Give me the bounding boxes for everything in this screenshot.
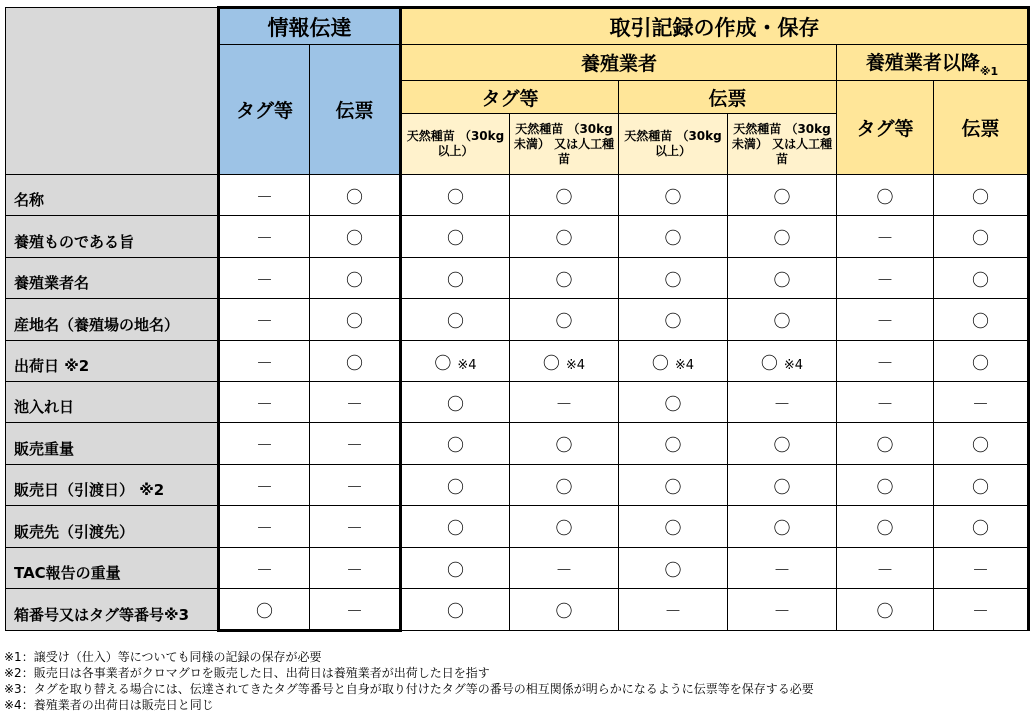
- table-cell: [728, 423, 837, 465]
- circle-mark: 〇: [346, 187, 363, 208]
- circle-mark: 〇: [773, 519, 791, 539]
- circle-mark: 〇: [447, 187, 464, 208]
- table-cell: [219, 589, 310, 631]
- circle-mark: 〇: [555, 519, 573, 539]
- row-label: 養殖業者名: [6, 258, 219, 299]
- dash-mark: －: [256, 436, 273, 456]
- after-tag-header: タグ等: [837, 81, 934, 175]
- table-cell: [619, 548, 728, 589]
- dash-mark: －: [555, 394, 573, 415]
- table-cell: [934, 341, 1029, 382]
- table-cell: [837, 423, 934, 465]
- circle-mark: 〇: [346, 353, 363, 374]
- table-cell: [219, 216, 310, 258]
- info-transfer-header: 情報伝達: [219, 8, 401, 45]
- circle-mark: 〇: [876, 187, 894, 208]
- table-cell: [401, 216, 510, 258]
- cell-note: ※4: [783, 357, 804, 373]
- table-cell: [310, 216, 401, 258]
- table-cell: [510, 548, 619, 589]
- table-row: [6, 423, 1029, 465]
- table-row: [6, 589, 1029, 631]
- table-cell: [401, 506, 510, 548]
- table-cell: [728, 341, 837, 382]
- circle-mark: 〇: [346, 270, 363, 291]
- tag-natural-over-header: 天然種苗 （30kg以上）: [401, 114, 510, 175]
- table-cell: [510, 465, 619, 506]
- table-cell: [310, 465, 401, 506]
- circle-mark: 〇: [346, 312, 363, 332]
- table-cell: [934, 258, 1029, 299]
- dash-mark: －: [876, 229, 894, 249]
- circle-mark: 〇: [542, 353, 560, 374]
- circle-mark: 〇: [447, 477, 464, 498]
- table-cell: [837, 382, 934, 423]
- dash-mark: －: [346, 436, 363, 456]
- table-cell: [837, 299, 934, 341]
- dash-mark: －: [346, 601, 363, 622]
- table-cell: [619, 175, 728, 216]
- table-cell: [837, 175, 934, 216]
- dash-mark: －: [256, 270, 273, 291]
- table-cell: [934, 299, 1029, 341]
- dash-mark: －: [876, 560, 894, 581]
- table-cell: [510, 423, 619, 465]
- circle-mark: 〇: [555, 187, 573, 208]
- circle-mark: 〇: [555, 270, 573, 291]
- dash-mark: －: [876, 312, 894, 332]
- table-cell: [510, 175, 619, 216]
- table-cell: [934, 382, 1029, 423]
- circle-mark: 〇: [447, 229, 464, 249]
- table-cell: [401, 589, 510, 631]
- row-label: 販売重量: [6, 423, 219, 465]
- dash-mark: －: [346, 477, 363, 498]
- table-cell: [728, 506, 837, 548]
- table-cell: [934, 548, 1029, 589]
- row-label: 出荷日 ※2: [6, 341, 219, 382]
- circle-mark: 〇: [664, 229, 682, 249]
- table-cell: [310, 506, 401, 548]
- table-cell: [934, 465, 1029, 506]
- table-row: [6, 216, 1029, 258]
- table-cell: [510, 341, 619, 382]
- row-label: 箱番号又はタグ等番号※3: [6, 589, 219, 631]
- circle-mark: 〇: [760, 353, 778, 374]
- table-cell: [619, 382, 728, 423]
- circle-mark: 〇: [447, 602, 464, 622]
- circle-mark: 〇: [972, 187, 989, 208]
- row-label: 名称: [6, 175, 219, 216]
- circle-mark: 〇: [434, 353, 452, 374]
- dash-mark: －: [972, 602, 989, 622]
- row-label: 養殖ものである旨: [6, 216, 219, 258]
- table-cell: [401, 465, 510, 506]
- circle-mark: 〇: [773, 436, 791, 456]
- circle-mark: 〇: [972, 353, 989, 374]
- table-cell: [219, 341, 310, 382]
- circle-mark: 〇: [876, 602, 894, 622]
- dash-mark: －: [256, 312, 273, 332]
- circle-mark: 〇: [664, 477, 682, 498]
- table-cell: [510, 216, 619, 258]
- circle-mark: 〇: [773, 270, 791, 291]
- table-cell: [401, 423, 510, 465]
- table-row: [6, 175, 1029, 216]
- cell-note: ※4: [457, 357, 477, 373]
- dash-mark: －: [773, 560, 791, 581]
- table-cell: [837, 465, 934, 506]
- circle-mark: 〇: [664, 312, 682, 332]
- circle-mark: 〇: [972, 519, 989, 539]
- after-aquaculture-note: ※1: [979, 64, 999, 78]
- aquaculture-slip-header: 伝票: [619, 81, 837, 114]
- dash-mark: －: [256, 353, 273, 374]
- circle-mark: 〇: [447, 394, 464, 415]
- table-cell: [310, 175, 401, 216]
- table-cell: [728, 258, 837, 299]
- circle-mark: 〇: [256, 601, 273, 622]
- table-cell: [619, 341, 728, 382]
- table-cell: [219, 548, 310, 589]
- row-label: TAC報告の重量: [6, 548, 219, 589]
- circle-mark: 〇: [664, 394, 682, 415]
- table-cell: [219, 465, 310, 506]
- dash-mark: －: [876, 353, 894, 374]
- aquaculture-tag-header: タグ等: [401, 81, 619, 114]
- info-tag-header: タグ等: [219, 45, 310, 175]
- dash-mark: －: [972, 560, 989, 581]
- row-label: 池入れ日: [6, 382, 219, 423]
- table-cell: [728, 589, 837, 631]
- table-cell: [401, 299, 510, 341]
- circle-mark: 〇: [555, 602, 573, 622]
- dash-mark: －: [256, 477, 273, 498]
- circle-mark: 〇: [664, 560, 682, 581]
- after-slip-header: 伝票: [934, 81, 1029, 175]
- table-cell: [934, 589, 1029, 631]
- circle-mark: 〇: [555, 312, 573, 332]
- table-row: [6, 382, 1029, 423]
- circle-mark: 〇: [972, 477, 989, 498]
- table-cell: [837, 506, 934, 548]
- footnote-line: ※3：タグを取り替える場合には、伝達されてきたタグ等番号と自身が取り付けたタグ等の番号の相互関係が明らかになるように伝票等を保存する必要: [4, 682, 814, 696]
- table-cell: [310, 258, 401, 299]
- table-cell: [837, 216, 934, 258]
- table-cell: [728, 548, 837, 589]
- dash-mark: －: [256, 187, 273, 208]
- circle-mark: 〇: [555, 477, 573, 498]
- circle-mark: 〇: [972, 436, 989, 456]
- table-cell: [219, 506, 310, 548]
- table-row: [6, 299, 1029, 341]
- table-cell: [728, 175, 837, 216]
- table-row: [6, 258, 1029, 299]
- table-cell: [310, 299, 401, 341]
- table-cell: [619, 423, 728, 465]
- table-cell: [310, 423, 401, 465]
- table-cell: [310, 589, 401, 631]
- table-cell: [219, 258, 310, 299]
- circle-mark: 〇: [972, 312, 989, 332]
- dash-mark: －: [346, 519, 363, 539]
- circle-mark: 〇: [972, 270, 989, 291]
- circle-mark: 〇: [346, 229, 363, 249]
- table-cell: [837, 341, 934, 382]
- circle-mark: 〇: [651, 353, 669, 374]
- dash-mark: －: [256, 394, 273, 415]
- table-cell: [310, 382, 401, 423]
- table-cell: [510, 506, 619, 548]
- table-cell: [619, 216, 728, 258]
- table-row: [6, 465, 1029, 506]
- circle-mark: 〇: [555, 436, 573, 456]
- circle-mark: 〇: [773, 229, 791, 249]
- table-cell: [510, 258, 619, 299]
- circle-mark: 〇: [664, 187, 682, 208]
- footnotes: [4, 649, 814, 713]
- table-cell: [510, 299, 619, 341]
- slip-natural-under-header: 天然種苗 （30kg未満） 又は人工種苗: [728, 114, 837, 175]
- table-row: [6, 548, 1029, 589]
- after-aquaculture-label: 養殖業者以降: [865, 51, 980, 74]
- table-cell: [728, 465, 837, 506]
- table-cell: [837, 548, 934, 589]
- table-cell: [619, 506, 728, 548]
- table-cell: [310, 548, 401, 589]
- table-row: [6, 506, 1029, 548]
- circle-mark: 〇: [447, 436, 464, 456]
- dash-mark: －: [664, 602, 682, 622]
- circle-mark: 〇: [972, 229, 989, 249]
- circle-mark: 〇: [664, 436, 682, 456]
- footnote-line: ※4：養殖業者の出荷日は販売日と同じ: [4, 698, 214, 712]
- dash-mark: －: [972, 394, 989, 415]
- table-cell: [401, 341, 510, 382]
- dash-mark: －: [256, 229, 273, 249]
- table-cell: [310, 341, 401, 382]
- table-cell: [837, 589, 934, 631]
- circle-mark: 〇: [773, 477, 791, 498]
- circle-mark: 〇: [773, 187, 791, 208]
- circle-mark: 〇: [447, 312, 464, 332]
- dash-mark: －: [256, 560, 273, 581]
- requirements-table: [5, 6, 1030, 632]
- circle-mark: 〇: [664, 519, 682, 539]
- dash-mark: －: [346, 394, 363, 415]
- info-slip-header: 伝票: [310, 45, 401, 175]
- row-label: 産地名（養殖場の地名）: [6, 299, 219, 341]
- circle-mark: 〇: [664, 270, 682, 291]
- table-cell: [619, 299, 728, 341]
- table-cell: [619, 589, 728, 631]
- footnote-line: ※1：譲受け（仕入）等についても同様の記録の保存が必要: [4, 650, 322, 664]
- table-cell: [219, 423, 310, 465]
- after-aquaculture-header: [837, 45, 1029, 81]
- circle-mark: 〇: [773, 312, 791, 332]
- record-keeping-header: 取引記録の作成・保存: [401, 8, 1029, 45]
- dash-mark: －: [256, 519, 273, 539]
- aquaculture-header: 養殖業者: [401, 45, 837, 81]
- table-cell: [619, 258, 728, 299]
- table-cell: [219, 299, 310, 341]
- table-cell: [401, 382, 510, 423]
- dash-mark: －: [876, 394, 894, 415]
- table-cell: [728, 299, 837, 341]
- circle-mark: 〇: [447, 270, 464, 291]
- table-cell: [219, 175, 310, 216]
- table-cell: [510, 382, 619, 423]
- circle-mark: 〇: [876, 477, 894, 498]
- corner-cell: [6, 8, 219, 175]
- table-cell: [401, 258, 510, 299]
- circle-mark: 〇: [447, 519, 464, 539]
- cell-note: ※4: [565, 357, 586, 373]
- slip-natural-over-header: 天然種苗 （30kg以上）: [619, 114, 728, 175]
- table-row: [6, 341, 1029, 382]
- footnote-line: ※2：販売日は各事業者がクロマグロを販売した日、出荷日は養殖業者が出荷した日を指す: [4, 666, 490, 680]
- table-cell: [934, 506, 1029, 548]
- table-cell: [934, 175, 1029, 216]
- row-label: 販売先（引渡先）: [6, 506, 219, 548]
- table-cell: [728, 382, 837, 423]
- dash-mark: －: [876, 270, 894, 291]
- table-cell: [728, 216, 837, 258]
- tag-natural-under-header: 天然種苗 （30kg未満） 又は人工種苗: [510, 114, 619, 175]
- table-cell: [401, 175, 510, 216]
- dash-mark: －: [346, 560, 363, 581]
- circle-mark: 〇: [876, 519, 894, 539]
- table-cell: [934, 423, 1029, 465]
- circle-mark: 〇: [447, 560, 464, 581]
- table-cell: [401, 548, 510, 589]
- table-cell: [219, 382, 310, 423]
- dash-mark: －: [555, 560, 573, 581]
- table-cell: [837, 258, 934, 299]
- dash-mark: －: [773, 602, 791, 622]
- table-cell: [934, 216, 1029, 258]
- circle-mark: 〇: [876, 436, 894, 456]
- row-label: 販売日（引渡日） ※2: [6, 465, 219, 506]
- table-cell: [619, 465, 728, 506]
- cell-note: ※4: [674, 357, 695, 373]
- dash-mark: －: [773, 394, 791, 415]
- table-cell: [510, 589, 619, 631]
- circle-mark: 〇: [555, 229, 573, 249]
